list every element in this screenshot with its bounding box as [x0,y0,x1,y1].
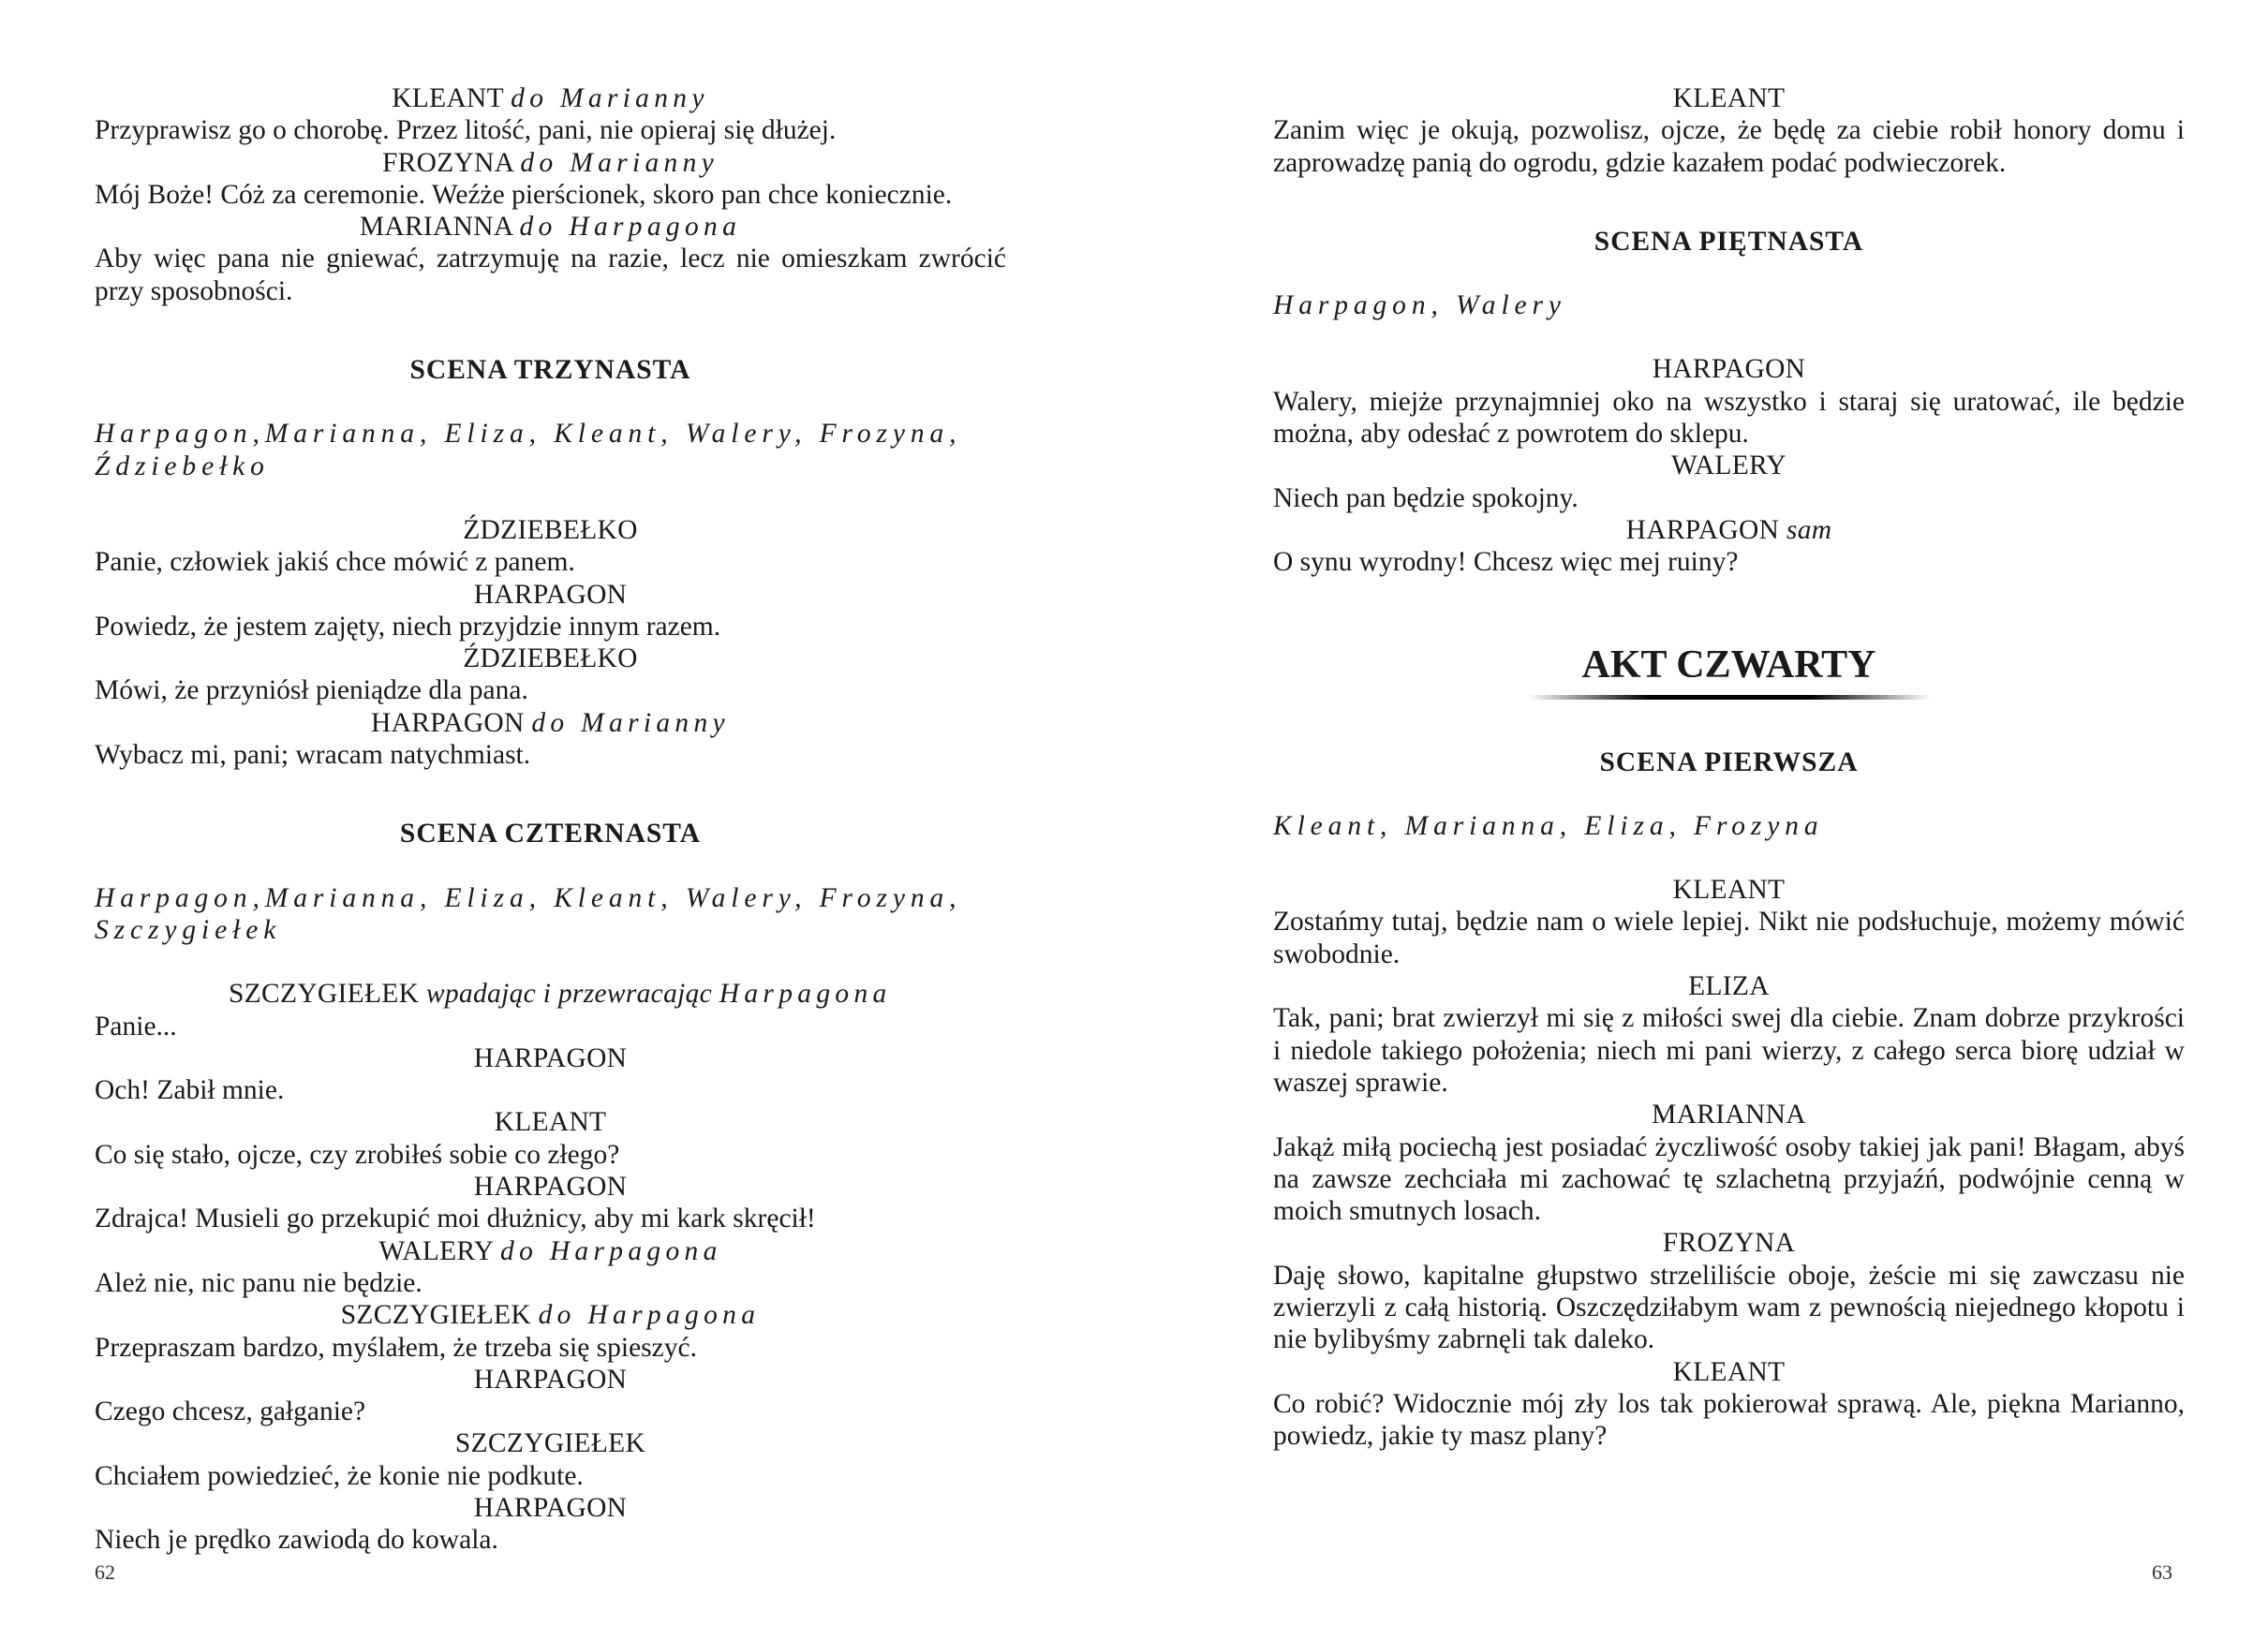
stage-direction: do Harpagona [519,212,742,243]
speaker-heading [1273,1356,2185,1388]
speaker-heading [95,147,1006,179]
speaker-name: KLEANT [1672,875,1786,906]
dialogue-line: Aby więc pana nie gniewać, zatrzymuję na razie, lecz nie omieszkam zwrócić przy sposobności. [95,244,1006,306]
dialogue-line: Mój Boże! Cóż za ceremonie. Weźże pierścionek, skoro pan chce koniecznie. [95,179,953,210]
dialogue-line: Zdrajca! Musieli go przekupić moi dłużnicy, aby mi kark skręcił! [95,1204,816,1234]
speaker-heading [1273,970,2185,1002]
scene-cast: Kleant, Marianna, Eliza, Frozyna [1273,810,1824,841]
speaker-name: SZCZYGIEŁEK [340,1300,531,1331]
stage-direction: sam [1786,514,1832,545]
dialogue-line: Chciałem powiedzieć, że konie nie podkute. [95,1460,584,1491]
speaker-name: WALERY [378,1235,494,1266]
right-page [1273,82,2185,1453]
dialogue-line: Czego chcesz, gałganie? [95,1396,366,1427]
dialogue-line: Przyprawisz go o chorobę. Przez litość, pani, nie opieraj się dłużej. [95,115,837,146]
dialogue-line: Wybacz mi, pani; wracam natychmiast. [95,740,531,771]
stage-direction: do Marianny [511,83,709,113]
speaker-heading [95,1235,1006,1267]
dialogue-line: Zanim więc je okują, pozwolisz, ojcze, że będę za ciebie robił honory domu i zaprowadzę panią do ogrodu, gdzie kazałem podać podwieczorek. [1273,115,2185,178]
act-title: AKT CZWARTY [1581,643,1876,687]
speaker-name: FROZYNA [1662,1228,1796,1259]
stage-direction: do Harpagona [500,1235,722,1266]
scene-cast: Harpagon, Walery [1273,290,1566,321]
dialogue-line: Mówi, że przyniósł pieniądze dla pana. [95,675,528,706]
speaker-heading [95,643,1006,674]
dialogue-line: Niech je prędko zawiodą do kowala. [95,1525,498,1556]
speaker-heading [95,82,1006,114]
speaker-name: FROZYNA [381,147,513,178]
speaker-name: SZCZYGIEŁEK [454,1428,646,1459]
speaker-name: SZCZYGIEŁEK [229,979,420,1010]
dialogue-line: Co się stało, ojcze, czy zrobiłeś sobie co złego? [95,1139,620,1170]
dialogue-line: Powiedz, że jestem zajęty, niech przyjdzie innym razem. [95,611,721,642]
speaker-heading [95,514,1006,546]
dialogue-line: Co robić? Widocznie mój zły los tak pokierował sprawą. Ale, piękna Marianno, powiedz, jakie ty masz plany? [1273,1388,2185,1452]
dialogue-line: Tak, pani; brat zwierzył mi się z miłości swej dla ciebie. Znam dobrze przykrości i niedole takiego położenia; niech mi pani wierzy, z całego serca biorę udział w waszej sprawie. [1273,1003,2185,1098]
speaker-name: HARPAGON [371,707,525,738]
dialogue-line: Ależ nie, nic panu nie będzie. [95,1267,422,1298]
speaker-name: ŹDZIEBEŁKO [463,514,638,545]
dialogue-line: Daję słowo, kapitalne głupstwo strzeliliście oboje, żeście mi się zawczasu nie zwierzyli z całą historią. Oszczędziłabym wam z pewnością niejednego kłopotu i nie bylibyśmy zabrnęli tak daleko. [1273,1260,2185,1355]
scene-title: SCENA PIERWSZA [1599,746,1859,777]
dialogue-line: Przepraszam bardzo, myślałem, że trzeba się spieszyć. [95,1332,697,1363]
speaker-name: MARIANNA [359,212,512,243]
stage-direction: wpadając i przewracając [425,979,713,1010]
scene-title: SCENA PIĘTNASTA [1594,226,1864,257]
speaker-heading [95,211,1006,243]
scene-title: SCENA CZTERNASTA [399,819,702,849]
speaker-heading [95,579,1006,611]
speaker-name: MARIANNA [1652,1100,1806,1130]
speaker-heading [1273,1227,2185,1259]
speaker-name: HARPAGON [473,1364,628,1395]
dialogue-line: Och! Zabił mnie. [95,1075,285,1106]
scene-cast: Harpagon,Marianna, Eliza, Kleant, Walery, Frozyna, Ździebełko [95,419,962,481]
speaker-heading [95,1042,1006,1074]
speaker-heading [1273,874,2185,906]
speaker-name: KLEANT [392,83,504,113]
speaker-heading [95,978,1006,1010]
speaker-heading [95,1299,1006,1331]
stage-direction: do Harpagona [538,1300,761,1331]
dialogue-line: Walery, miejże przynajmniej oko na wszystko i staraj się uratować, ile będzie można, aby odesłać z powrotem do sklepu. [1273,386,2185,450]
dialogue-line: Panie... [95,1011,177,1041]
speaker-name: HARPAGON [473,1042,628,1073]
speaker-name: KLEANT [494,1107,607,1138]
dialogue-line: O synu wyrodny! Chcesz więc mej ruiny? [1273,547,1739,578]
scene-title: SCENA TRZYNASTA [409,355,691,386]
speaker-name: ŹDZIEBEŁKO [463,643,638,674]
speaker-name: ELIZA [1688,971,1770,1002]
speaker-name: HARPAGON [473,1172,628,1203]
page-number: 63 [2152,1560,2172,1584]
speaker-name: HARPAGON [1652,354,1806,385]
speaker-name: KLEANT [1672,1356,1786,1387]
speaker-name: HARPAGON [1625,514,1780,545]
scene-cast: Harpagon,Marianna, Eliza, Kleant, Walery, Frozyna, Szczygiełek [95,882,962,945]
stage-direction: do Marianny [520,147,719,178]
speaker-heading [1273,514,2185,546]
speaker-heading [1273,450,2185,481]
dialogue-line: Jakąż miłą pociechą jest posiadać życzliwość osoby takiej jak pani! Błagam, abyś na zawsze zechciała mi zachować tę szlachetną przyjaźń, podwójnie cenną w moich smutnych losach. [1273,1131,2185,1227]
dialogue-line: Zostańmy tutaj, będzie nam o wiele lepiej. Nikt nie podsłuchuje, możemy mówić swobodnie. [1273,907,2185,969]
speaker-heading [95,1106,1006,1138]
speaker-heading [95,1492,1006,1524]
stage-direction: Harpagona [719,979,892,1010]
left-page [95,82,1006,1557]
dialogue-line: Panie, człowiek jakiś chce mówić z panem. [95,547,575,578]
speaker-heading [95,1364,1006,1396]
speaker-heading [1273,82,2185,114]
speaker-name: WALERY [1670,451,1787,481]
speaker-heading [1273,353,2185,385]
speaker-name: HARPAGON [473,1492,628,1523]
speaker-name: KLEANT [1672,83,1786,113]
speaker-heading [1273,1099,2185,1130]
stage-direction: do Marianny [531,707,730,738]
speaker-heading [95,1427,1006,1459]
speaker-name: HARPAGON [473,579,628,610]
speaker-heading [95,1171,1006,1203]
speaker-heading [95,707,1006,739]
dialogue-line: Niech pan będzie spokojny. [1273,482,1579,513]
page-number: 62 [95,1560,115,1584]
